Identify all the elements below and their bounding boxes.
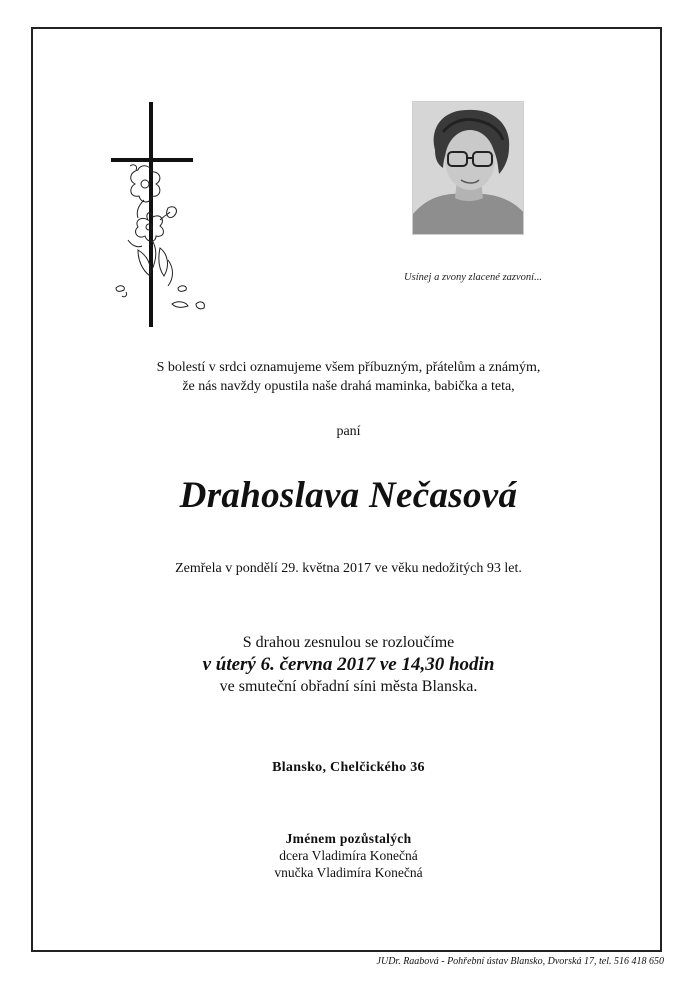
death-notice: Zemřela v pondělí 29. května 2017 ve věku nedožitých 93 let. [175,561,522,576]
portrait-photo [412,101,524,235]
mourners-heading: Jménem pozůstalých [285,831,412,846]
farewell-block [31,632,666,698]
farewell-line-1: S drahou zesnulou se rozloučíme [242,634,455,651]
footer-funeral-home: JUDr. Raabová - Pohřební ústav Blansko, Dvorská 17, tel. 516 418 650 [376,956,664,967]
intro-text [31,358,666,396]
intro-line-2: že nás navždy opustila naše drahá maminka, babička a teta, [182,379,515,394]
cross-with-flowers-icon [108,100,228,330]
mourner-item: vnučka Vladimíra Konečná [274,865,423,880]
farewell-datetime: v úterý 6. června 2017 ve 14,30 hodin [202,654,495,675]
deceased-name: Drahoslava Nečasová [179,475,518,516]
salutation: paní [336,424,361,439]
intro-line-1: S bolestí v srdci oznamujeme všem příbuzným, přátelům a známým, [156,360,541,375]
mourner-item: dcera Vladimíra Konečná [279,848,418,863]
address: Blansko, Chelčického 36 [272,760,425,775]
motto: Usínej a zvony zlacené zazvoní... [404,272,542,283]
mourners-block [31,830,666,881]
farewell-location: ve smuteční obřadní síni města Blanska. [219,678,478,695]
